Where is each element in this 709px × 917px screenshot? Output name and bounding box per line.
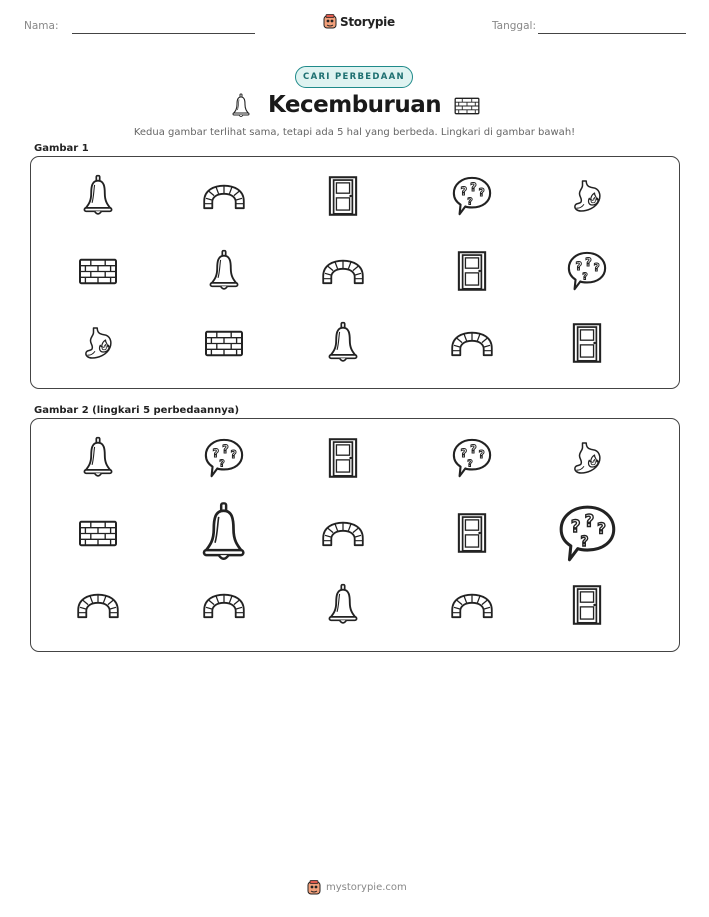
picture-1-door-icon[interactable]	[328, 175, 358, 217]
instructions: Kedua gambar terlihat sama, tetapi ada 5 hal yang berbeda. Lingkari di gambar bawah!	[133, 127, 576, 138]
picture-2-stomach-fire-icon[interactable]	[572, 440, 602, 476]
picture-1-stone-arch-icon[interactable]	[449, 330, 495, 357]
picture-1-stone-arch-icon[interactable]	[320, 258, 366, 285]
picture-2-bell-icon[interactable]	[81, 436, 115, 480]
name-field[interactable]	[72, 33, 255, 34]
picture-2-door-icon[interactable]	[457, 512, 487, 554]
picture-1-stomach-fire-icon[interactable]	[572, 178, 602, 214]
picture-1-bell-icon[interactable]	[207, 249, 241, 293]
picture-1-question-speech-bubble-icon[interactable]	[451, 175, 493, 217]
title-brick-wall-icon	[454, 97, 480, 115]
picture-1-question-speech-bubble-icon[interactable]	[566, 250, 608, 292]
picture-2-stone-arch-icon[interactable]	[449, 592, 495, 619]
brand-logo	[323, 14, 395, 29]
title-bell-icon	[231, 93, 251, 119]
picture-2-question-speech-bubble-icon[interactable]	[203, 437, 245, 479]
picture-2-bell-icon[interactable]	[326, 583, 360, 627]
brand-name: Storypie	[340, 14, 395, 29]
picture-2-bell-icon[interactable]	[199, 501, 248, 565]
name-label: Nama:	[24, 20, 59, 32]
footer-url[interactable]: mystorypie.com	[326, 882, 407, 893]
picture-1-stone-arch-icon[interactable]	[201, 183, 247, 210]
picture-1-door-icon[interactable]	[457, 250, 487, 292]
picture-1-bell-icon[interactable]	[326, 321, 360, 365]
picture-1-brick-wall-icon[interactable]	[204, 330, 244, 357]
picture-1-stomach-fire-icon[interactable]	[83, 325, 113, 361]
picture-2-label: Gambar 2 (lingkari 5 perbedaannya)	[34, 405, 240, 416]
picture-2-door-icon[interactable]	[328, 437, 358, 479]
picture-2-stone-arch-icon[interactable]	[320, 520, 366, 547]
picture-2-stone-arch-icon[interactable]	[201, 592, 247, 619]
picture-1-label: Gambar 1	[34, 143, 89, 154]
date-field[interactable]	[538, 33, 686, 34]
picture-1-brick-wall-icon[interactable]	[78, 258, 118, 285]
picture-1-panel	[30, 156, 680, 389]
picture-2-panel	[30, 418, 680, 652]
footer	[307, 880, 407, 895]
storypie-mascot-icon	[323, 14, 337, 29]
page-title: Kecemburuan	[268, 92, 442, 118]
footer-mascot-icon	[307, 880, 321, 895]
picture-2-door-icon[interactable]	[572, 584, 602, 626]
picture-2-question-speech-bubble-icon[interactable]	[557, 503, 618, 564]
picture-1-door-icon[interactable]	[572, 322, 602, 364]
date-label: Tanggal:	[492, 20, 536, 32]
picture-2-question-speech-bubble-icon[interactable]	[451, 437, 493, 479]
activity-badge: CARI PERBEDAAN	[295, 66, 413, 88]
picture-2-stone-arch-icon[interactable]	[75, 592, 121, 619]
picture-2-brick-wall-icon[interactable]	[78, 520, 118, 547]
picture-1-bell-icon[interactable]	[81, 174, 115, 218]
